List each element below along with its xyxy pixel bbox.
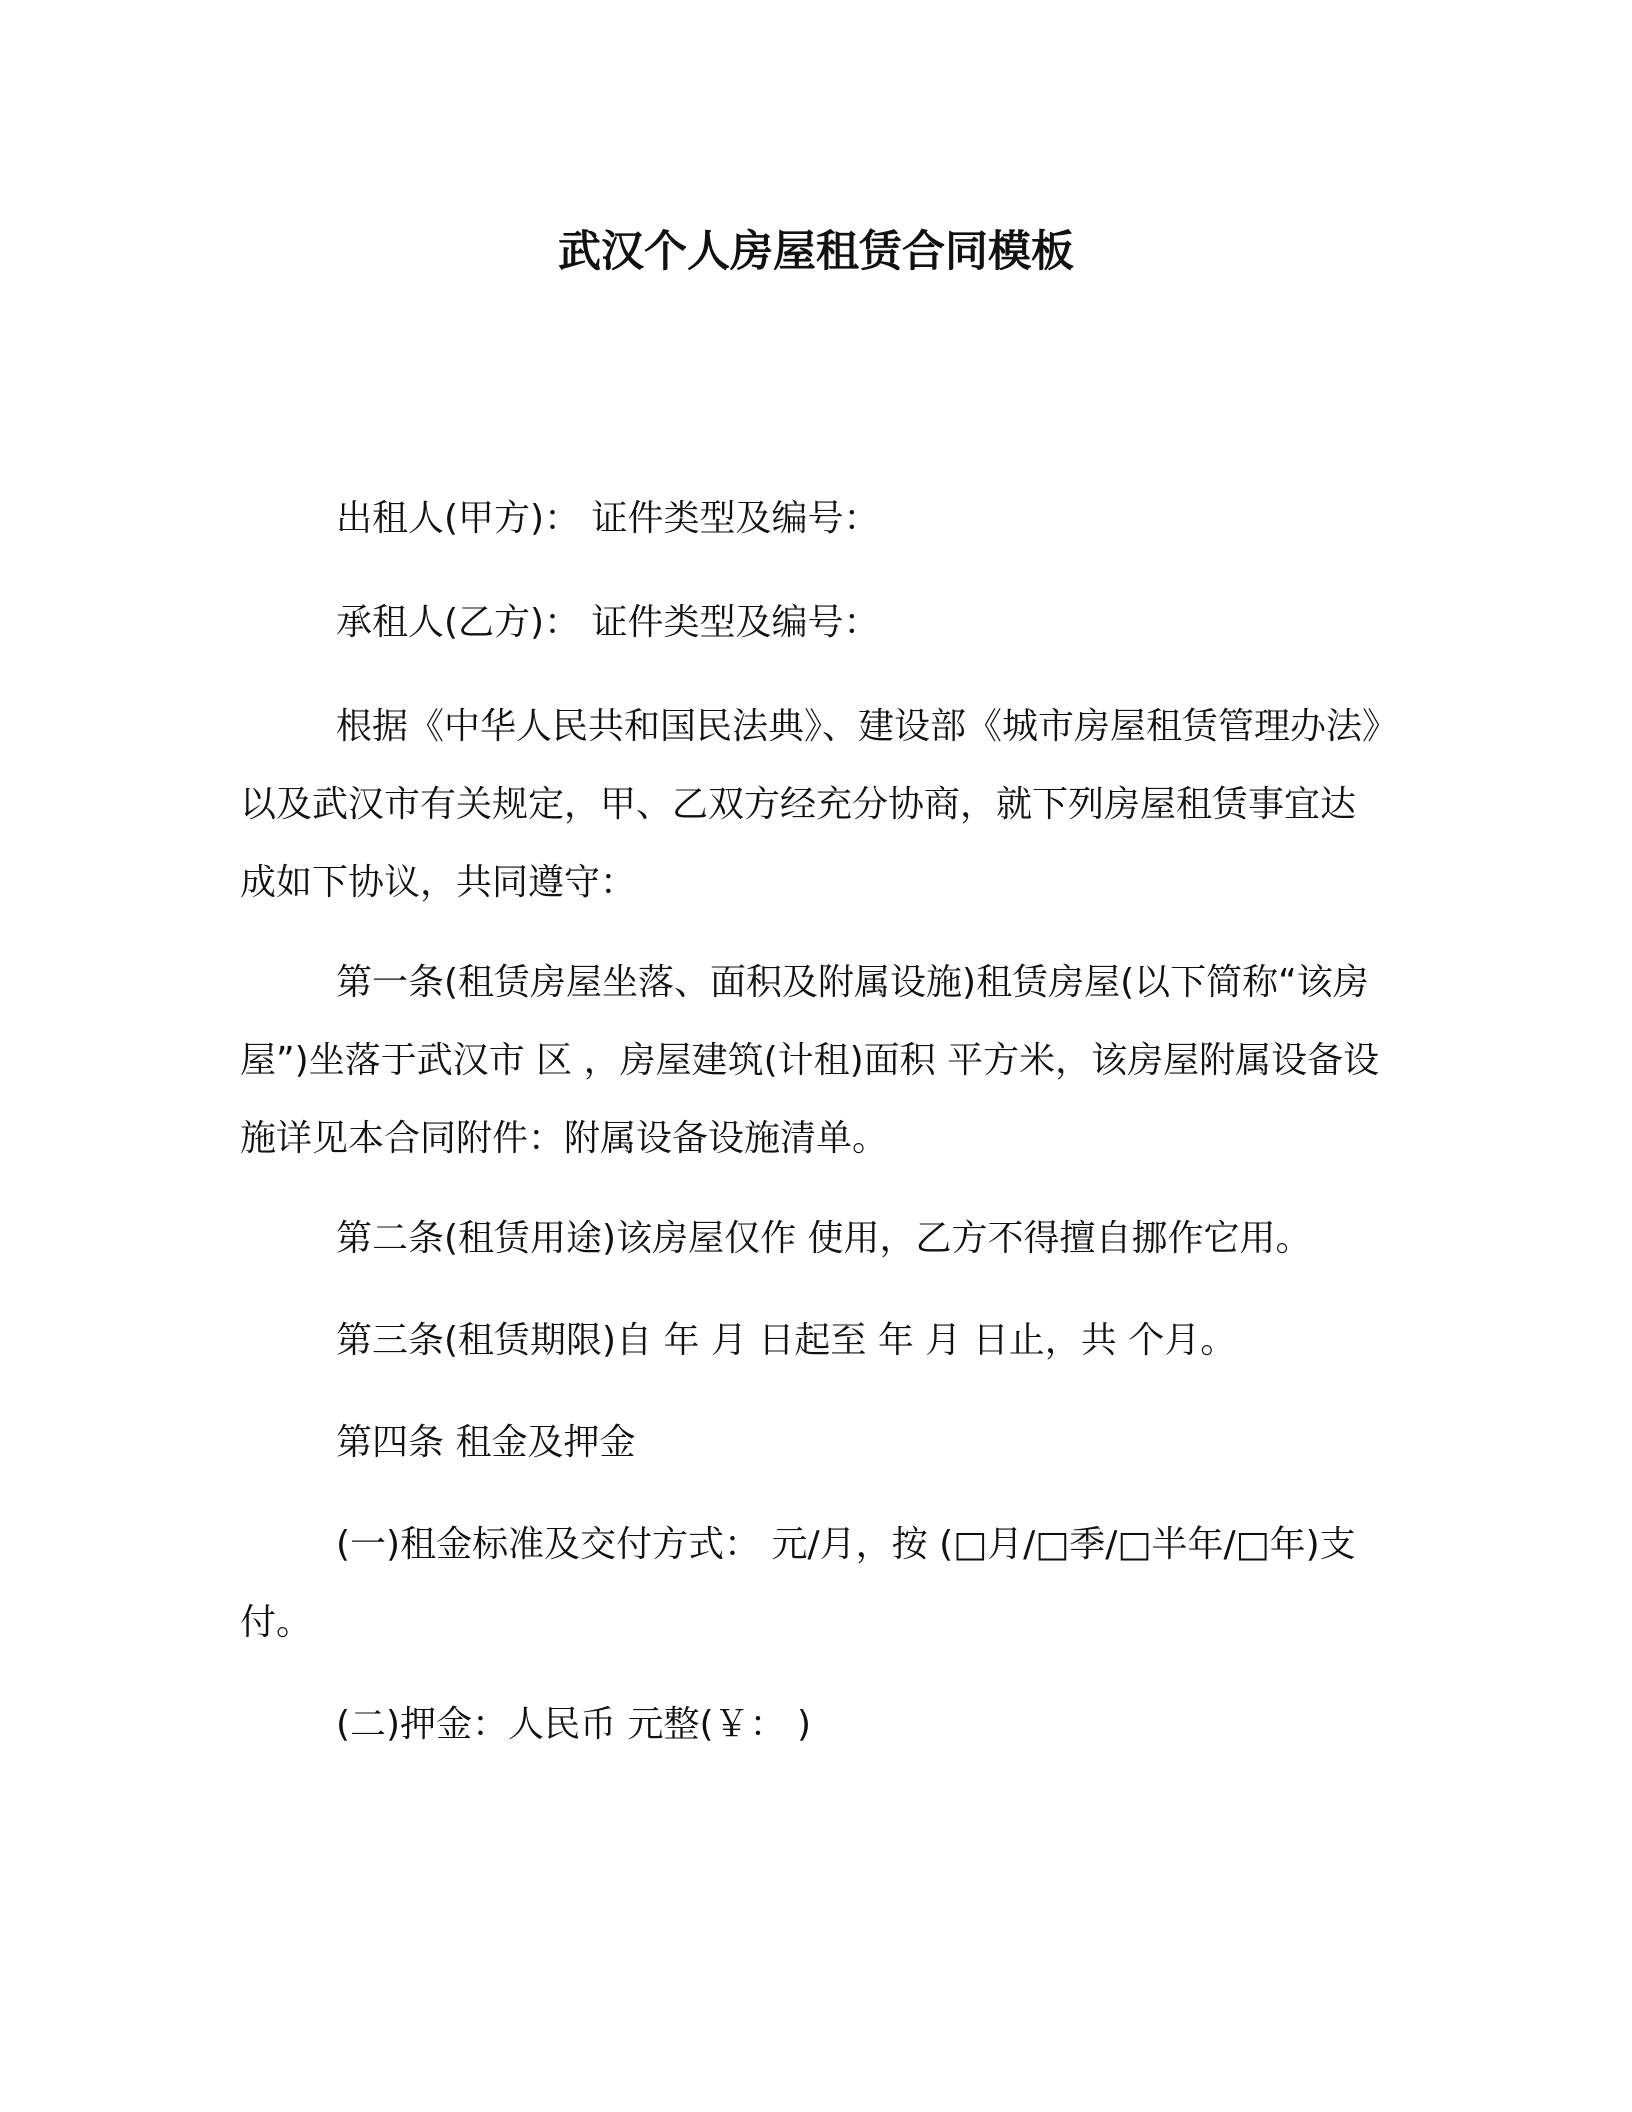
document-title: 武汉个人房屋租赁合同模板 — [558, 227, 1074, 277]
rent-terms-paragraph: (一)租金标准及交付方式： 元/月，按 (□月/□季/□半年/□年)支付。 — [240, 1524, 1356, 1643]
lessee-line: 承租人(乙方)： 证件类型及编号： — [336, 602, 880, 643]
article-2-paragraph: 第二条(租赁用途)该房屋仅作 使用，乙方不得擅自挪作它用。 — [336, 1218, 1312, 1259]
article-3-paragraph: 第三条(租赁期限)自 年 月 日起至 年 月 日止，共 个月。 — [336, 1320, 1237, 1361]
lessor-line: 出租人(甲方)： 证件类型及编号： — [336, 498, 880, 539]
article-1-paragraph: 第一条(租赁房屋坐落、面积及附属设施)租赁房屋(以下简称“该房屋”)坐落于武汉市 区 ，房屋建筑(计租)面积 平方米，该房屋附属设备设施详见本合同附件：附属设备设施清单。 — [240, 962, 1380, 1159]
article-4-heading: 第四条 租金及押金 — [336, 1422, 636, 1463]
preamble-paragraph: 根据《中华人民共和国民法典》、建设部《城市房屋租赁管理办法》以及武汉市有关规定，甲、乙双方经充分协商，就下列房屋租赁事宜达成如下协议，共同遵守： — [240, 706, 1381, 903]
deposit-paragraph: (二)押金：人民币 元整(￥： ) — [336, 1704, 812, 1745]
